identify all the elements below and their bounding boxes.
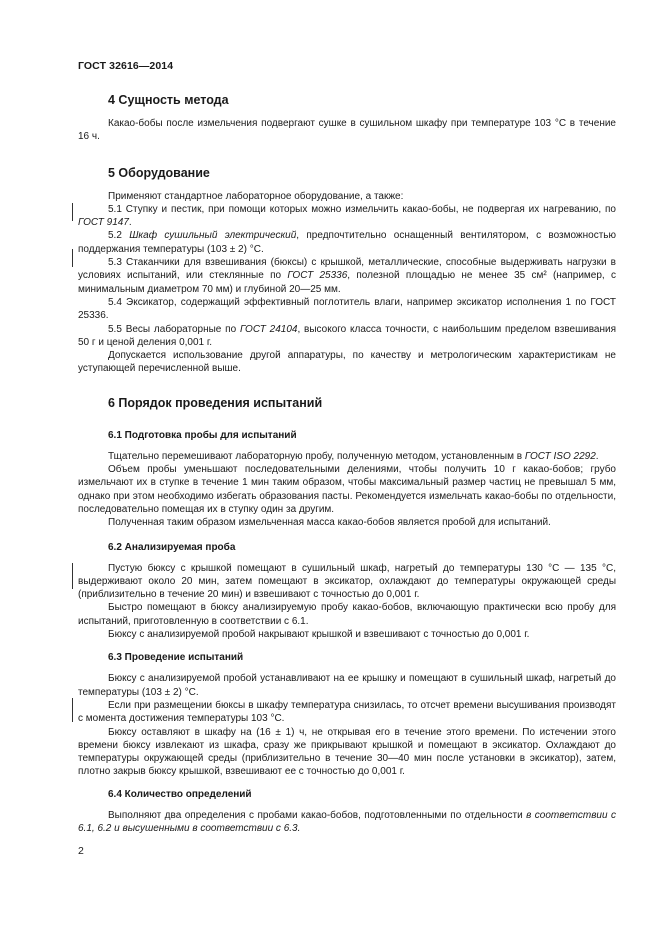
section-5-note: Допускается использование другой аппаратуры, по качеству и метрологическим характеристикам не уступающей перечисленной выше.	[78, 350, 616, 375]
section-5-title: 5 Оборудование	[108, 165, 210, 180]
revision-bar	[72, 563, 73, 589]
page-number: 2	[78, 845, 84, 857]
para-6-3-2: Если при размещении бюксы в шкафу температура снизилась, то отсчет времени высушивания производят с момента достижения температуры 103 °С.	[78, 699, 616, 725]
document-header: ГОСТ 32616—2014	[78, 60, 174, 72]
para-6-3-1: Бюксу с анализируемой пробой устанавливают на ее крышку и помещают в сушильный шкаф, нагретый до температуры (103 ± 2) °С.	[78, 673, 616, 698]
section-5-intro: Применяют стандартное лабораторное оборудование, а также:	[108, 190, 404, 202]
para-6-1-2: Объем пробы уменьшают последовательными делениями, чтобы получить 10 г какао-бобов; грубо измельчают их в ступке в течение 1 мин таким образом, чтобы максимальный размер частиц не превышал 5 мм, однако при этом необходимо избегать образования пасты. Рекомендуется измельчать какао-бобы по отдельности, последовательно помещая их в ступку один за другим.	[78, 464, 616, 515]
para-6-1-1: Тщательно перемешивают лабораторную пробу, полученную методом, установленным в ГОСТ ISO 2292.	[108, 450, 599, 462]
para-6-4-1: Выполняют два определения с пробами какао-бобов, подготовленными по отдельности в соответствии с 6.1, 6.2 и высушенными в соответствии с 6.3.	[78, 809, 616, 834]
subsection-6-3-title: 6.3 Проведение испытаний	[108, 652, 244, 664]
revision-bar	[72, 698, 73, 722]
revision-bar	[72, 249, 73, 267]
section-4-text: Какао-бобы после измельчения подвергают сушке в сушильном шкафу при температуре 103 °C в течение 16 ч.	[78, 118, 616, 143]
item-5-3: 5.3 Стаканчики для взвешивания (бюксы) с крышкой, металлические, способные выдерживать нагрузки в условиях испытаний, или стеклянные по ГОСТ 25336, полезной площадью не менее 35 см² (например, с минимальным диаметром 70 мм) и глубиной 20—25 мм.	[78, 257, 616, 295]
para-6-3-3: Бюксу оставляют в шкафу на (16 ± 1) ч, не открывая его в течение этого времени. По истечении этого времени бюксу извлекают из шкафа, сразу же прикрывают крышкой и помещают в эксикатор. Охлаждают до температуры окружающей среды (приблизительно в течение 30—40 мин после установки в эксикатор), затем, плотно закрыв бюксу крышкой, взвешивают ее с точностью до 0,001 г.	[78, 726, 616, 778]
item-5-5: 5.5 Весы лабораторные по ГОСТ 24104, высокого класса точности, с наибольшим пределом взвешивания 50 г и ценой деления 0,001 г.	[78, 323, 616, 348]
subsection-6-1-title: 6.1 Подготовка пробы для испытаний	[108, 429, 297, 441]
para-6-2-1: Пустую бюксу с крышкой помещают в сушильный шкаф, нагретый до температуры 130 °С — 135 °С, выдерживают около 20 мин, затем помещают в эксикатор, охлаждают до температуры окружающей среды (приблизительно в течение 20 мин) и взвешивают с точностью до 0,001 г.	[78, 562, 616, 601]
subsection-6-4-title: 6.4 Количество определений	[108, 788, 252, 800]
item-5-2: 5.2 Шкаф сушильный электрический, предпочтительно оснащенный вентилятором, с возможностью поддержания температуры (103 ± 2) °С.	[78, 230, 616, 255]
item-5-4: 5.4 Эксикатор, содержащий эффективный поглотитель влаги, например эксикатор исполнения 1 по ГОСТ 25336.	[78, 296, 616, 322]
para-6-1-3: Полученная таким образом измельченная масса какао-бобов является пробой для испытаний.	[108, 517, 551, 529]
document-body	[78, 93, 616, 835]
item-5-1: 5.1 Ступку и пестик, при помощи которых можно измельчить какао-бобы, не подвергая их нагреванию, по ГОСТ 9147.	[78, 203, 616, 229]
para-6-2-3: Бюксу с анализируемой пробой накрывают крышкой и взвешивают с точностью до 0,001 г.	[108, 629, 530, 641]
section-4-title: 4 Сущность метода	[108, 93, 229, 107]
revision-bar	[72, 203, 73, 221]
para-6-2-2: Быстро помещают в бюксу анализируемую пробу какао-бобов, включающую практически всю пробу для испытаний, приготовленную в соответствии с 6.1.	[78, 602, 616, 627]
section-6-title: 6 Порядок проведения испытаний	[108, 395, 323, 410]
subsection-6-2-title: 6.2 Анализируемая проба	[108, 541, 236, 553]
